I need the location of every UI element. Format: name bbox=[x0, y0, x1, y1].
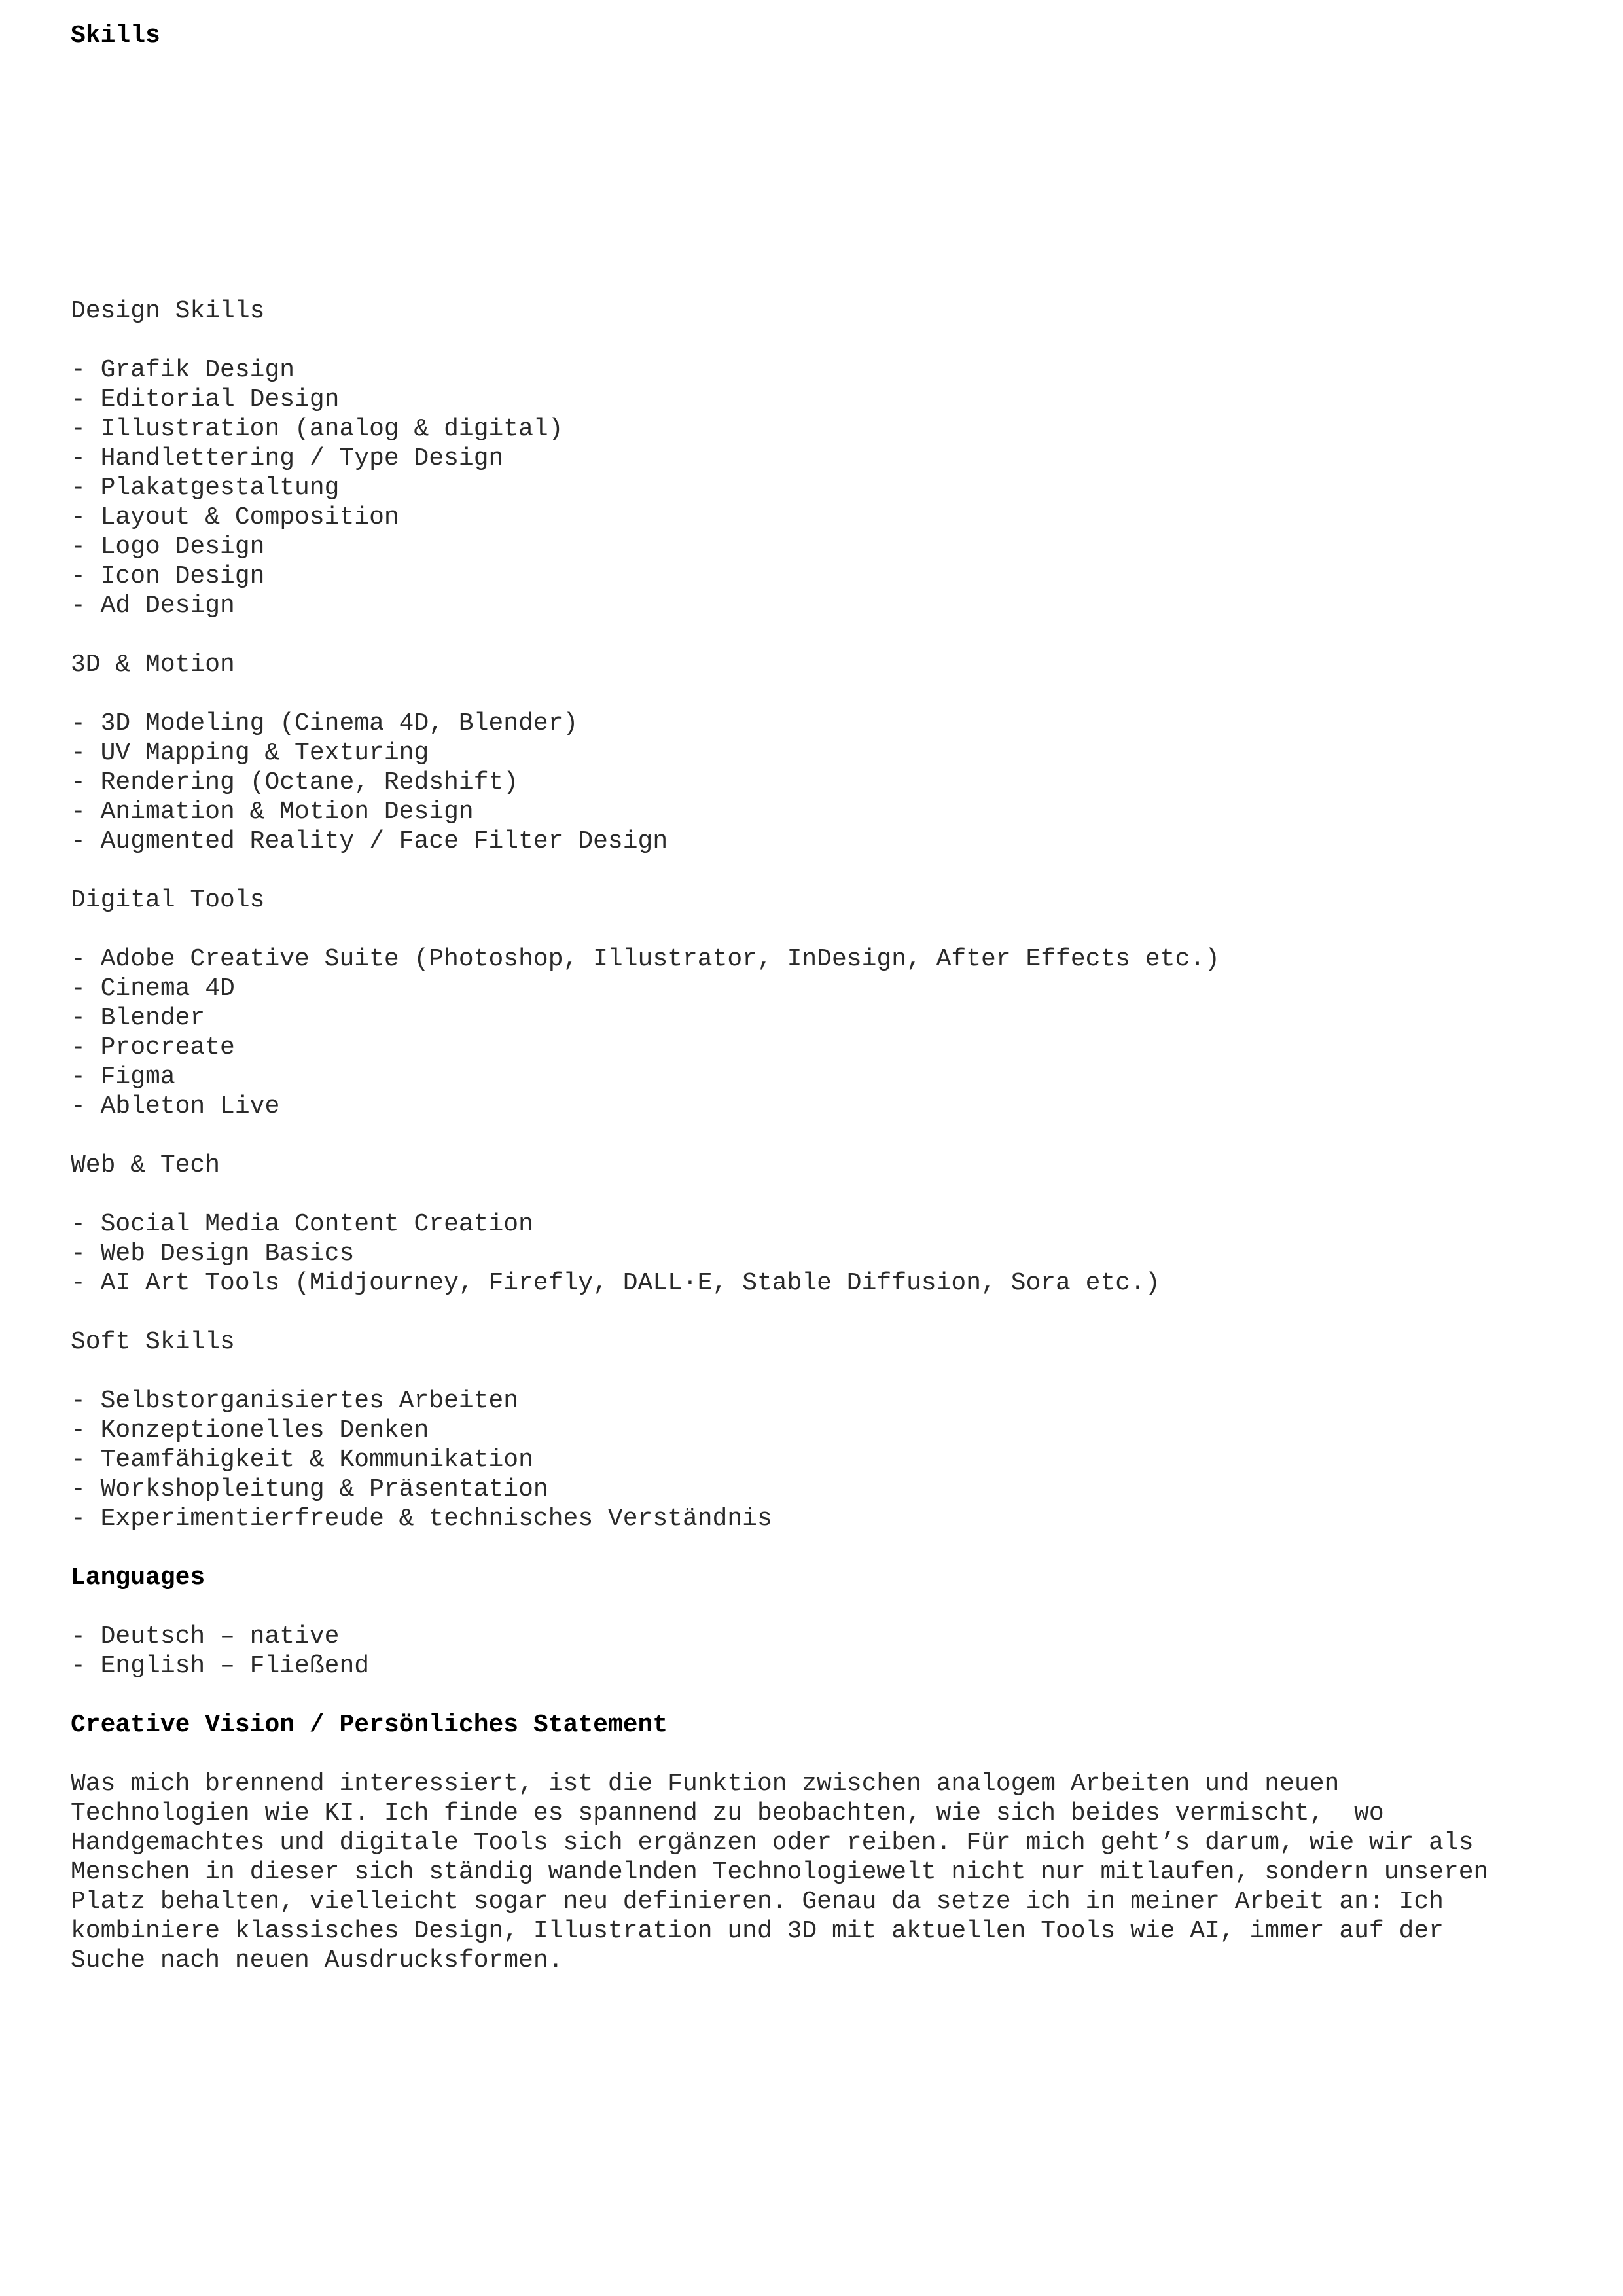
statement-line: Suche nach neuen Ausdrucksformen. bbox=[71, 1946, 563, 1975]
list-item: - Handlettering / Type Design bbox=[71, 444, 504, 473]
list-item: - Illustration (analog & digital) bbox=[71, 415, 563, 443]
section-web-tech bbox=[71, 1151, 1550, 1298]
statement-line: kombiniere klassisches Design, Illustration und 3D mit aktuellen Tools wie AI, immer auf der bbox=[71, 1917, 1444, 1945]
section-heading: Soft Skills bbox=[71, 1328, 235, 1356]
list-item: - Workshopleitung & Präsentation bbox=[71, 1475, 548, 1503]
list-item: - Ableton Live bbox=[71, 1092, 280, 1121]
list-item: - Icon Design bbox=[71, 562, 265, 590]
list-item: - Selbstorganisiertes Arbeiten bbox=[71, 1387, 519, 1415]
list-item: - Social Media Content Creation bbox=[71, 1210, 533, 1238]
section-statement bbox=[71, 1710, 1550, 1975]
list-item: - Deutsch – native bbox=[71, 1623, 340, 1651]
list-item: - Adobe Creative Suite (Photoshop, Illustrator, InDesign, After Effects etc.) bbox=[71, 945, 1220, 973]
section-heading: Creative Vision / Persönliches Statement bbox=[71, 1711, 668, 1739]
list-item: - English – Fließend bbox=[71, 1652, 370, 1680]
section-languages bbox=[71, 1563, 1550, 1681]
list-item: - Konzeptionelles Denken bbox=[71, 1416, 429, 1444]
list-item: - UV Mapping & Texturing bbox=[71, 739, 429, 767]
list-item: - AI Art Tools (Midjourney, Firefly, DALL·E, Stable Diffusion, Sora etc.) bbox=[71, 1269, 1160, 1297]
section-heading: 3D & Motion bbox=[71, 651, 235, 679]
list-item: - Ad Design bbox=[71, 592, 235, 620]
statement-line: Was mich brennend interessiert, ist die Funktion zwischen analogem Arbeiten und neuen bbox=[71, 1770, 1340, 1798]
list-item: - Web Design Basics bbox=[71, 1240, 355, 1268]
section-3d-motion bbox=[71, 650, 1550, 856]
statement-line: Handgemachtes und digitale Tools sich ergänzen oder reiben. Für mich geht’s darum, wie wir als bbox=[71, 1829, 1474, 1857]
statement-line: Menschen in dieser sich ständig wandelnden Technologiewelt nicht nur mitlaufen, sondern unseren bbox=[71, 1858, 1489, 1886]
list-item: - 3D Modeling (Cinema 4D, Blender) bbox=[71, 709, 579, 738]
section-heading: Web & Tech bbox=[71, 1151, 221, 1179]
list-item: - Cinema 4D bbox=[71, 975, 235, 1003]
statement-line: Platz behalten, vielleicht sogar neu definieren. Genau da setze ich in meiner Arbeit an: Ich bbox=[71, 1888, 1444, 1916]
statement-line: Technologien wie KI. Ich finde es spannend zu beobachten, wie sich beides vermischt, wo bbox=[71, 1799, 1384, 1827]
section-digital-tools bbox=[71, 886, 1550, 1121]
page-title: Skills bbox=[71, 22, 160, 50]
list-item: - Blender bbox=[71, 1004, 205, 1032]
list-item: - Augmented Reality / Face Filter Design bbox=[71, 827, 668, 855]
section-soft-skills bbox=[71, 1327, 1550, 1534]
list-item: - Animation & Motion Design bbox=[71, 798, 474, 826]
section-heading: Digital Tools bbox=[71, 886, 265, 914]
list-item: - Plakatgestaltung bbox=[71, 474, 340, 502]
list-item: - Editorial Design bbox=[71, 386, 340, 414]
document-content bbox=[71, 296, 1550, 1975]
list-item: - Rendering (Octane, Redshift) bbox=[71, 768, 519, 797]
list-item: - Figma bbox=[71, 1063, 175, 1091]
list-item: - Grafik Design bbox=[71, 356, 295, 384]
section-design-skills bbox=[71, 296, 1550, 620]
list-item: - Logo Design bbox=[71, 533, 265, 561]
list-item: - Experimentierfreude & technisches Verständnis bbox=[71, 1505, 772, 1533]
list-item: - Teamfähigkeit & Kommunikation bbox=[71, 1446, 533, 1474]
section-heading: Languages bbox=[71, 1564, 205, 1592]
list-item: - Procreate bbox=[71, 1033, 235, 1062]
list-item: - Layout & Composition bbox=[71, 503, 399, 531]
section-heading: Design Skills bbox=[71, 297, 265, 325]
